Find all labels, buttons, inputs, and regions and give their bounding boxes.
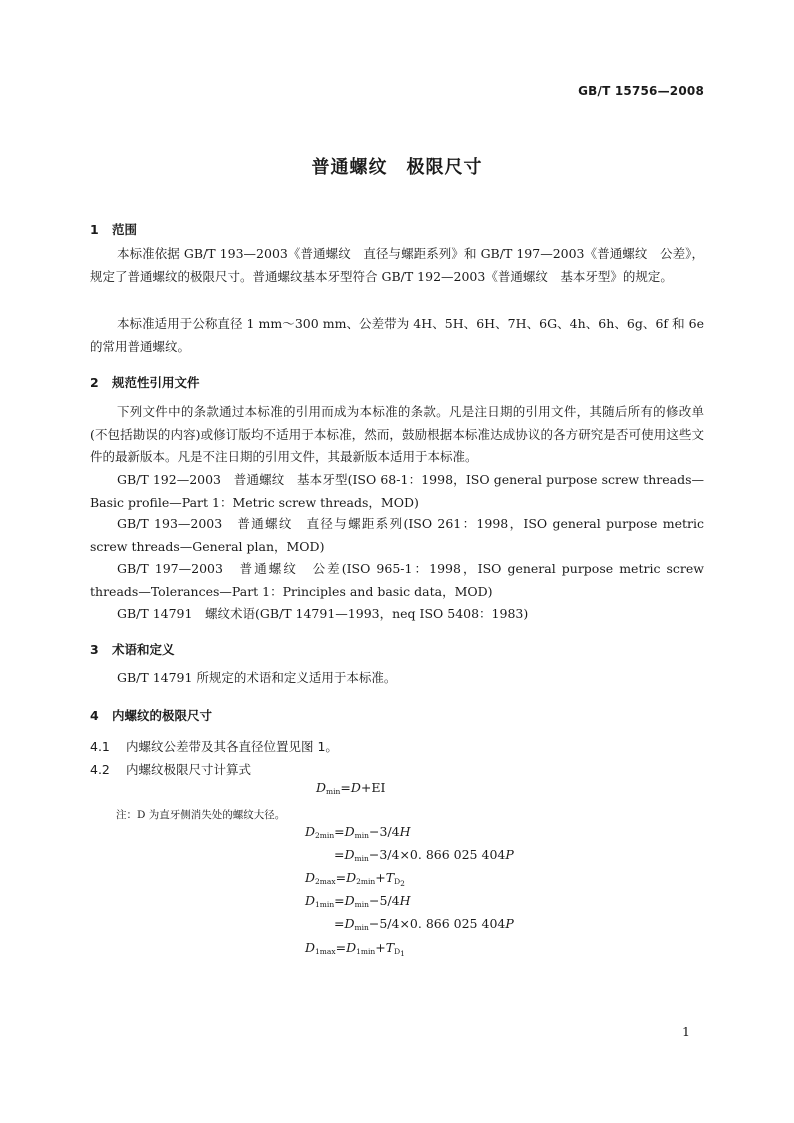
subscript-2min: 2min bbox=[315, 831, 335, 840]
section-3-heading bbox=[90, 640, 175, 658]
section-1-paragraph-1: 本标准依据 GB/T 193—2003《普通螺纹 直径与螺距系列》和 GB/T 197—2003《普通螺纹 公差》，规定了普通螺纹的极限尺寸。普通螺纹基本牙型符合 GB/T 192—2003《普通螺纹 基本牙型》的规定。 bbox=[90, 246, 704, 284]
subscript-index: 1 bbox=[400, 949, 405, 958]
symbol-p: P bbox=[505, 916, 514, 931]
equation-term: +EI bbox=[360, 780, 386, 795]
equation-d1max bbox=[305, 940, 405, 958]
subscript-1min: 1min bbox=[356, 947, 376, 956]
section-title: 范围 bbox=[112, 222, 138, 237]
section-title: 规范性引用文件 bbox=[112, 375, 200, 390]
section-3-paragraph: GB/T 14791 所规定的术语和定义适用于本标准。 bbox=[117, 670, 397, 685]
section-2-intro: 下列文件中的条款通过本标准的引用而成为本标准的条款。凡是注日期的引用文件，其随后所有的修改单(不包括勘误的内容)或修订版均不适用于本标准，然而，鼓励根据本标准达成协议的各方研究是否可使用这些文件的最新版本。凡是不注日期的引用文件，其最新版本适用于本标准。 bbox=[90, 404, 704, 464]
subscript-min: min bbox=[354, 831, 370, 840]
equation-note: 注：D 为直牙侧消失处的螺纹大径。 bbox=[116, 809, 286, 821]
clause-text: 内螺纹公差带及其各直径位置见图 1。 bbox=[126, 739, 338, 754]
subscript-1min: 1min bbox=[315, 900, 335, 909]
symbol-t: T bbox=[385, 870, 395, 885]
plus-sign: + bbox=[375, 940, 386, 955]
equation-dmin bbox=[316, 780, 385, 796]
equation-term: −3/4×0. 866 025 404 bbox=[368, 847, 506, 862]
reference-gbt14791: GB/T 14791 螺纹术语(GB/T 14791—1993，neq ISO 5408：1983) bbox=[117, 606, 529, 621]
equation-d1min bbox=[305, 893, 411, 909]
subscript-min: min bbox=[326, 787, 341, 796]
reference-gbt192: GB/T 192—2003 普通螺纹 基本牙型(ISO 68-1：1998，ISO general purpose screw threads—Basic profile—Part 1：Metric screw threads，MOD) bbox=[90, 472, 704, 510]
clause-4-2 bbox=[90, 760, 251, 778]
symbol-d: D bbox=[346, 940, 357, 955]
subscript-min: min bbox=[354, 854, 369, 863]
subscript-2min: 2min bbox=[356, 877, 376, 886]
section-number: 1 bbox=[90, 222, 99, 237]
plus-sign: + bbox=[375, 870, 386, 885]
equation-d2max bbox=[305, 870, 405, 888]
symbol-d: D bbox=[346, 870, 357, 885]
symbol-d: D bbox=[344, 893, 355, 908]
symbol-t: T bbox=[385, 940, 395, 955]
equation-d2min bbox=[305, 824, 411, 840]
equation-term: −5/4×0. 866 025 404 bbox=[368, 916, 506, 931]
equals-sign: = bbox=[335, 940, 347, 955]
equals-sign: = bbox=[340, 780, 351, 795]
symbol-h: H bbox=[399, 893, 411, 908]
clause-text: 内螺纹极限尺寸计算式 bbox=[126, 762, 252, 777]
subscript-2max: 2max bbox=[315, 877, 336, 886]
symbol-d: D bbox=[305, 870, 316, 885]
section-4-heading bbox=[90, 706, 212, 724]
reference-gbt193: GB/T 193—2003 普通螺纹 直径与螺距系列(ISO 261：1998，ISO general purpose metric screw threads—General plan，MOD) bbox=[90, 516, 704, 554]
symbol-d: D bbox=[316, 780, 327, 795]
symbol-p: P bbox=[505, 847, 514, 862]
equation-term: −3/4 bbox=[369, 824, 400, 839]
section-number: 2 bbox=[90, 375, 99, 390]
equals-sign: = bbox=[334, 824, 345, 839]
symbol-d: D bbox=[305, 824, 316, 839]
symbol-d: D bbox=[344, 916, 355, 931]
symbol-d: D bbox=[344, 847, 355, 862]
subscript-min: min bbox=[354, 900, 370, 909]
subscript-d: D bbox=[394, 877, 401, 886]
section-title: 术语和定义 bbox=[112, 642, 175, 657]
equation-term: −5/4 bbox=[369, 893, 400, 908]
symbol-d: D bbox=[305, 940, 316, 955]
page-title: 普通螺纹 极限尺寸 bbox=[311, 157, 483, 178]
section-number: 4 bbox=[90, 708, 99, 723]
section-2-heading bbox=[90, 373, 200, 391]
page-number: 1 bbox=[682, 1024, 690, 1039]
section-1-heading bbox=[90, 220, 137, 238]
section-title: 内螺纹的极限尺寸 bbox=[112, 708, 213, 723]
section-1-paragraph-2: 本标准适用于公称直径 1 mm～300 mm、公差带为 4H、5H、6H、7H、6G、4h、6h、6g、6f 和 6e 的常用普通螺纹。 bbox=[90, 316, 704, 354]
symbol-d: D bbox=[350, 780, 361, 795]
clause-number: 4.2 bbox=[90, 762, 110, 777]
symbol-h: H bbox=[399, 824, 411, 839]
symbol-d: D bbox=[305, 893, 316, 908]
equation-d1min-expanded bbox=[334, 916, 514, 932]
clause-4-1 bbox=[90, 737, 338, 755]
subscript-index: 2 bbox=[400, 879, 405, 888]
equals-sign: = bbox=[334, 847, 345, 862]
equation-d2min-expanded bbox=[334, 847, 514, 863]
subscript-d: D bbox=[394, 947, 401, 956]
symbol-d: D bbox=[344, 824, 355, 839]
equals-sign: = bbox=[334, 916, 345, 931]
clause-number: 4.1 bbox=[90, 739, 110, 754]
equals-sign: = bbox=[335, 870, 347, 885]
reference-gbt197: GB/T 197—2003 普通螺纹 公差(ISO 965-1：1998，ISO general purpose metric screw threads—Tolerances—Part 1：Principles and basic data，MOD) bbox=[90, 561, 704, 599]
equals-sign: = bbox=[334, 893, 345, 908]
standard-code: GB/T 15756—2008 bbox=[578, 84, 704, 98]
subscript-min: min bbox=[354, 923, 369, 932]
subscript-1max: 1max bbox=[315, 947, 336, 956]
section-number: 3 bbox=[90, 642, 99, 657]
